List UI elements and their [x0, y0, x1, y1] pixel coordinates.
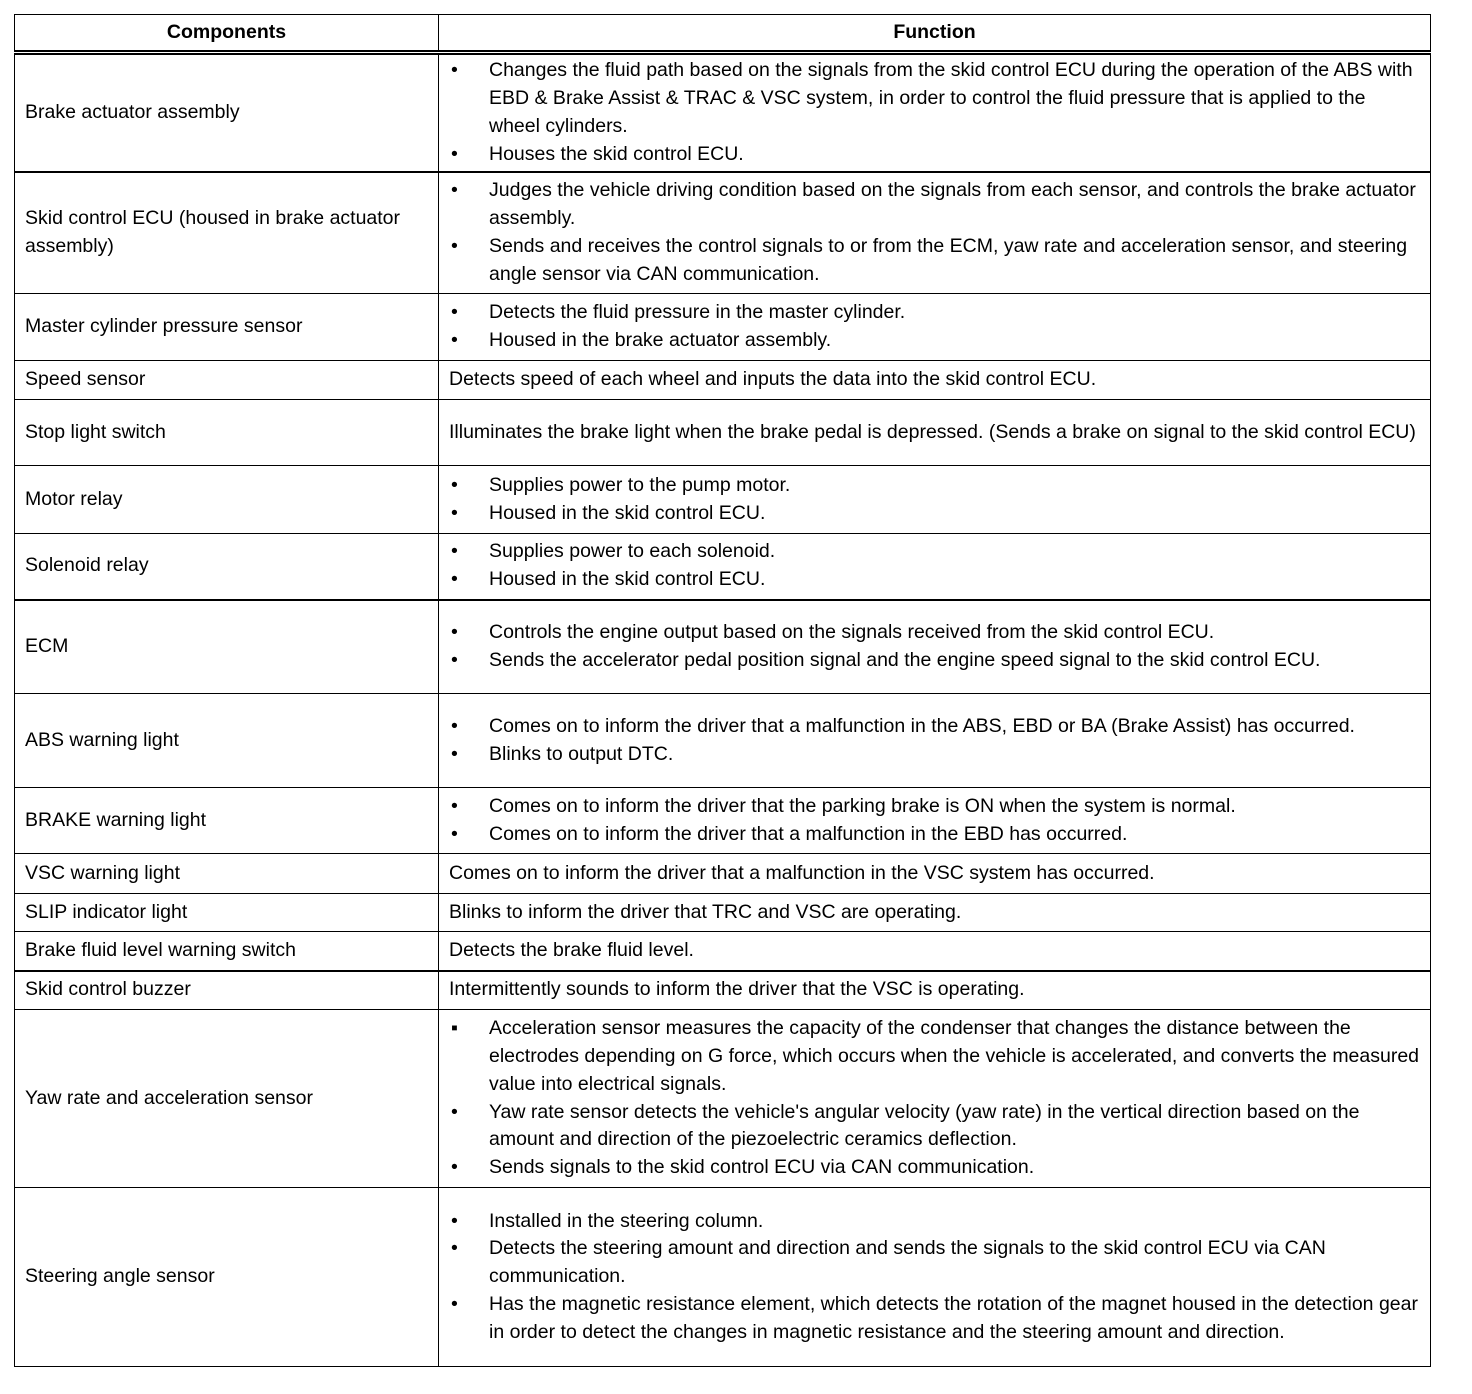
function-bullet-item [449, 57, 1420, 140]
function-bullet-list [449, 538, 1420, 594]
component-cell: Brake fluid level warning switch [15, 932, 439, 971]
function-bullet-item [449, 141, 1420, 169]
component-cell: ABS warning light [15, 694, 439, 788]
function-cell [439, 172, 1431, 294]
function-bullet-item [449, 619, 1420, 647]
bullet-icon: • [451, 1156, 458, 1179]
function-bullet-list [449, 713, 1420, 769]
bullet-icon: ▪ [451, 1017, 458, 1040]
bullet-icon: • [451, 620, 458, 643]
table-row [15, 694, 1431, 788]
function-cell [439, 600, 1431, 694]
bullet-icon: • [451, 822, 458, 845]
bullet-icon: • [451, 568, 458, 591]
component-cell: Master cylinder pressure sensor [15, 294, 439, 361]
function-bullet-item [449, 327, 1420, 355]
component-cell: Skid control buzzer [15, 971, 439, 1010]
component-cell: Solenoid relay [15, 534, 439, 600]
table-row [15, 400, 1431, 466]
function-cell: Comes on to inform the driver that a malfunction in the VSC system has occurred. [439, 854, 1431, 894]
bullet-icon: • [451, 1237, 458, 1260]
component-cell: Stop light switch [15, 400, 439, 466]
function-bullet-item [449, 538, 1420, 566]
table-row [15, 894, 1431, 932]
function-bullet-item [449, 1099, 1420, 1155]
function-cell: Detects speed of each wheel and inputs the data into the skid control ECU. [439, 361, 1431, 400]
function-bullet-item [449, 500, 1420, 528]
function-bullet-list [449, 1208, 1420, 1347]
table-row [15, 172, 1431, 294]
component-cell: VSC warning light [15, 854, 439, 894]
function-bullet-item [449, 1291, 1420, 1347]
bullet-icon: • [451, 501, 458, 524]
function-bullet-item [449, 793, 1420, 821]
table-row [15, 788, 1431, 854]
bullet-text: Sends signals to the skid control ECU via CAN communication. [489, 1156, 1035, 1179]
bullet-text: Houses the skid control ECU. [489, 142, 744, 165]
function-bullet-list [449, 177, 1420, 288]
bullet-text: Judges the vehicle driving condition based on the signals from each sensor, and controls the brake actuator assembly. [489, 179, 1416, 229]
header-row [15, 15, 1431, 53]
component-cell: Steering angle sensor [15, 1188, 439, 1367]
bullet-text: Controls the engine output based on the signals received from the skid control ECU. [489, 620, 1215, 643]
function-bullet-item [449, 741, 1420, 769]
bullet-text: Sends and receives the control signals to or from the ECM, yaw rate and acceleration sensor, and steering angle sensor via CAN communication. [489, 234, 1408, 285]
function-bullet-item [449, 713, 1420, 741]
bullet-text: Sends the accelerator pedal position signal and the engine speed signal to the skid control ECU. [489, 648, 1321, 671]
bullet-text: Detects the steering amount and direction and sends the signals to the skid control ECU via CAN communication. [489, 1237, 1326, 1288]
bullet-icon: • [451, 179, 458, 202]
function-bullet-item [449, 821, 1420, 849]
component-cell: Yaw rate and acceleration sensor [15, 1010, 439, 1188]
function-bullet-item [449, 472, 1420, 500]
table-row [15, 294, 1431, 361]
function-cell [439, 1010, 1431, 1188]
bullet-text: Comes on to inform the driver that a malfunction in the EBD has occurred. [489, 822, 1128, 845]
function-bullet-item [449, 566, 1420, 594]
bullet-text: Housed in the skid control ECU. [489, 568, 766, 591]
bullet-text: Comes on to inform the driver that the parking brake is ON when the system is normal. [489, 794, 1236, 817]
bullet-icon: • [451, 1209, 458, 1232]
bullet-icon: • [451, 301, 458, 324]
table-row [15, 466, 1431, 534]
function-cell [439, 294, 1431, 361]
bullet-icon: • [451, 473, 458, 496]
function-bullet-list [449, 299, 1420, 355]
bullet-icon: • [451, 234, 458, 257]
function-cell: Illuminates the brake light when the brake pedal is depressed. (Sends a brake on signal to the skid control ECU) [439, 400, 1431, 466]
function-bullet-item [449, 1015, 1420, 1098]
function-bullet-item [449, 1208, 1420, 1236]
function-cell [439, 694, 1431, 788]
table-row [15, 932, 1431, 971]
bullet-icon: • [451, 1100, 458, 1123]
bullet-icon: • [451, 329, 458, 351]
bullet-icon: • [451, 742, 458, 765]
component-cell: Motor relay [15, 466, 439, 534]
function-bullet-list [449, 472, 1420, 528]
function-cell [439, 534, 1431, 600]
function-bullet-list [449, 793, 1420, 849]
function-bullet-item [449, 1235, 1420, 1291]
component-cell: ECM [15, 600, 439, 694]
table-row [15, 971, 1431, 1010]
table-row [15, 534, 1431, 600]
table-row [15, 1010, 1431, 1188]
bullet-icon: • [451, 59, 458, 82]
function-cell [439, 53, 1431, 172]
function-cell: Detects the brake fluid level. [439, 932, 1431, 971]
function-bullet-item [449, 233, 1420, 289]
bullet-text: Detects the fluid pressure in the master cylinder. [489, 301, 906, 324]
component-cell: BRAKE warning light [15, 788, 439, 854]
function-cell [439, 466, 1431, 534]
function-bullet-list [449, 1015, 1420, 1182]
bullet-text: Installed in the steering column. [489, 1209, 764, 1232]
component-cell: Skid control ECU (housed in brake actuator assembly) [15, 172, 439, 294]
component-cell: Speed sensor [15, 361, 439, 400]
component-cell: Brake actuator assembly [15, 53, 439, 172]
bullet-text: Has the magnetic resistance element, which detects the rotation of the magnet housed in the detection gear in order to detect the changes in magnetic resistance and the steering amount and direction. [489, 1292, 1418, 1343]
table-row [15, 854, 1431, 894]
bullet-icon: • [451, 714, 458, 737]
table-row [15, 600, 1431, 694]
bullet-text: Acceleration sensor measures the capacity of the condenser that changes the distance between the electrodes depending on G force, which occurs when the vehicle is accelerated, and converts the measured value into electrical signals. [489, 1017, 1420, 1095]
bullet-icon: • [451, 142, 458, 165]
bullet-text: Supplies power to each solenoid. [489, 540, 776, 563]
function-bullet-list [449, 619, 1420, 675]
bullet-text: Housed in the skid control ECU. [489, 501, 766, 524]
bullet-text: Yaw rate sensor detects the vehicle's angular velocity (yaw rate) in the vertical direction based on the amount and direction of the piezoelectric ceramics deflection. [489, 1100, 1360, 1151]
header-components: Components [15, 15, 439, 53]
table-row [15, 1188, 1431, 1367]
function-cell [439, 1188, 1431, 1367]
bullet-text: Comes on to inform the driver that a malfunction in the ABS, EBD or BA (Brake Assist) has occurred. [489, 714, 1355, 737]
function-bullet-item [449, 1154, 1420, 1182]
bullet-icon: • [451, 648, 458, 671]
function-cell: Blinks to inform the driver that TRC and VSC are operating. [439, 894, 1431, 932]
table-row [15, 53, 1431, 172]
bullet-text: Housed in the brake actuator assembly. [489, 329, 832, 351]
function-bullet-item [449, 647, 1420, 675]
function-cell: Intermittently sounds to inform the driver that the VSC is operating. [439, 971, 1431, 1010]
function-bullet-item [449, 299, 1420, 327]
function-cell [439, 788, 1431, 854]
bullet-icon: • [451, 1292, 458, 1315]
function-bullet-item [449, 177, 1420, 233]
bullet-text: Supplies power to the pump motor. [489, 473, 791, 496]
bullet-icon: • [451, 540, 458, 563]
table-row [15, 361, 1431, 400]
component-cell: SLIP indicator light [15, 894, 439, 932]
bullet-icon: • [451, 794, 458, 817]
bullet-text: Changes the fluid path based on the signals from the skid control ECU during the operation of the ABS with EBD & Brake Assist & TRAC & VSC system, in order to control the fluid pressure that is applied to the wheel cylinders. [489, 59, 1413, 137]
function-bullet-list [449, 57, 1420, 168]
header-function: Function [439, 15, 1431, 53]
components-function-table [14, 14, 1431, 1367]
bullet-text: Blinks to output DTC. [489, 742, 674, 765]
